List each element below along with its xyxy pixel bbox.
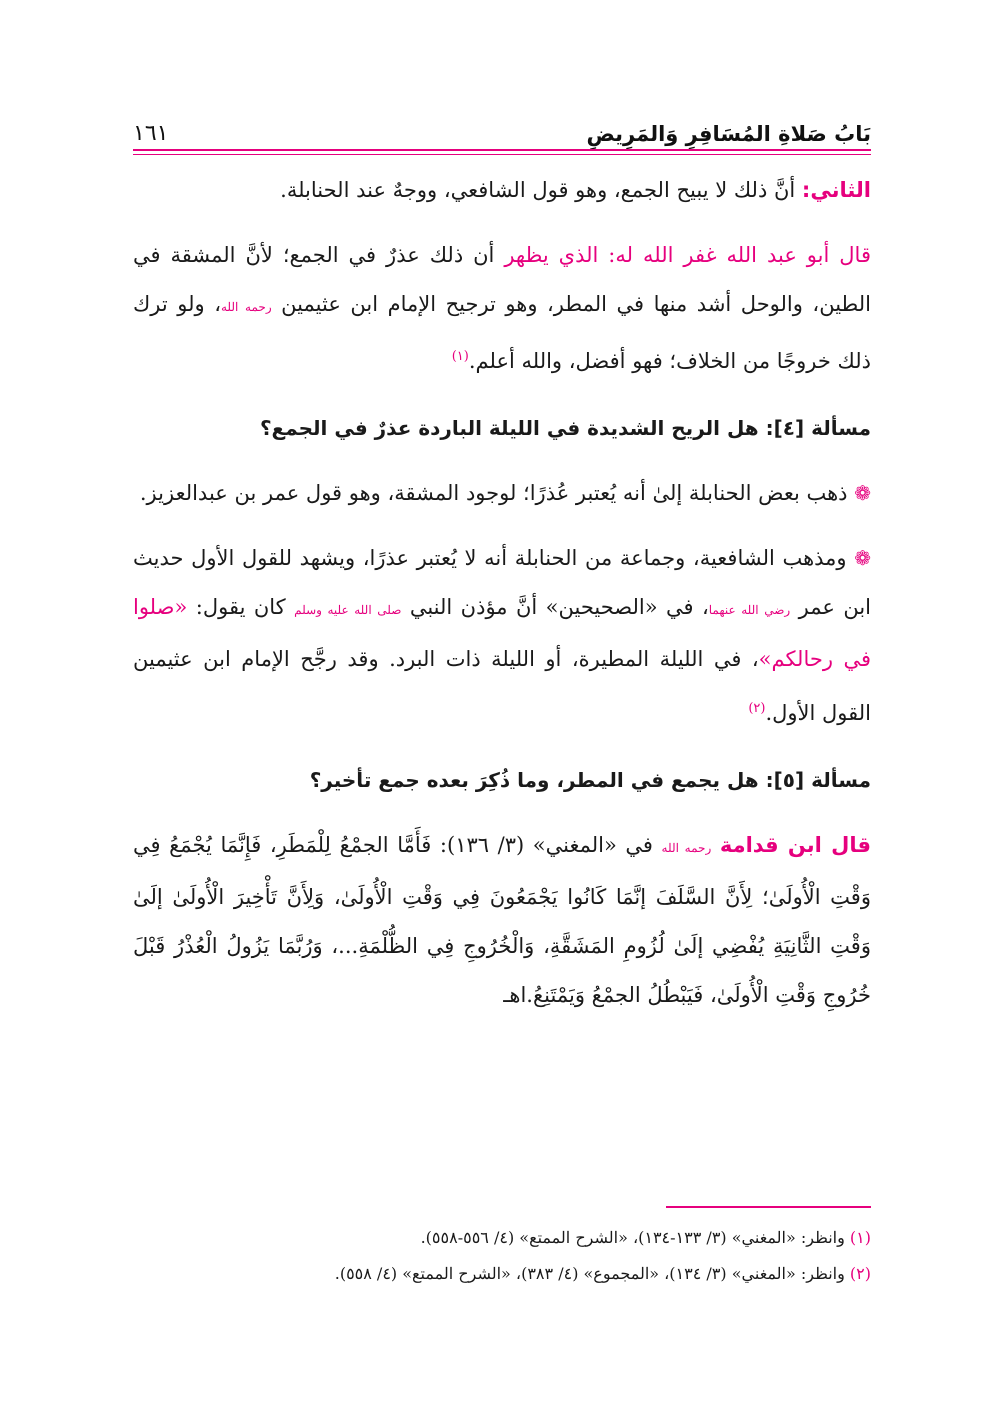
honorific-salla: صلى الله عليه وسلم [294,603,402,617]
flower-ornament-icon: ❁ [854,481,871,505]
paragraph-hanabila-view [133,469,871,518]
page-number: ١٦١ [133,121,169,146]
second-text: أنَّ ذلك لا يبيح الجمع، وهو قول الشافعي، ووجهٌ عند الحنابلة. [280,178,802,202]
hadith-quote: «صلوا في رحالكم» [133,595,872,671]
author-lead: قال أبو عبد الله غفر الله له: الذي يظهر [504,243,871,267]
footnote-ref-1[interactable]: (١) [451,349,469,364]
header-rule-thin [133,154,871,155]
flower-ornament-icon: ❁ [854,546,871,570]
footnote-number: (١) [849,1228,871,1247]
author-text-b: ، ولو ترك ذلك خروجًا من الخلاف؛ فهو أفضل، والله أعلم. [133,292,871,373]
footnote-ref-2[interactable]: (٢) [748,701,766,716]
honorific-radiallahu: رضي الله عنهما [708,603,791,617]
honorific-rahimahullah: رحمه الله [661,841,712,855]
paragraph-shafiiyya-view [133,534,871,738]
ibn-qudama-label: قال ابن قدامة [719,833,871,857]
paragraph-second-opinion [133,166,871,215]
honorific-rahimahullah: رحمه الله [220,300,272,314]
page-header [133,108,871,146]
author-text-a: أن ذلك عذرٌ في الجمع؛ لأنَّ المشقة في الطين، والوحل أشد منها في المطر، وهو ترجيح الإمام ابن عثيمين [133,243,871,316]
paragraph-author-opinion [133,231,871,386]
paragraph-ibn-qudama [133,821,871,1020]
shafiiyya-text-d: ، في الليلة المطيرة، أو الليلة ذات البرد. وقد رجَّح الإمام ابن عثيمين القول الأول. [133,647,871,725]
footnote-2 [133,1256,871,1292]
page-body [133,166,871,1020]
chapter-title: بَابُ صَلاةِ المُسَافِرِ وَالمَرِيضِ [586,122,871,146]
header-rule-thick [133,149,871,151]
footnote-text: وانظر: «المغني» (٣/ ١٣٤)، «المجموع» (٤/ ٣٨٣)، «الشرح الممتع» (٤/ ٥٥٨). [334,1264,850,1283]
shafiiyya-text-b: ، في «الصحيحين» أنَّ مؤذن النبي [401,595,709,619]
footnote-separator [666,1206,871,1208]
footnote-1 [133,1220,871,1256]
footnotes [133,1220,871,1292]
shafiiyya-text-a: ومذهب الشافعية، وجماعة من الحنابلة أنه لا يُعتبر عذرًا، ويشهد للقول الأول حديث ابن عمر [133,546,871,619]
second-label: الثاني: [801,178,871,202]
question-5-heading: مسألة [٥]: هل يجمع في المطر، وما ذُكِرَ بعده جمع تأخير؟ [309,768,871,792]
ibn-qudama-text: في «المغني» (٣/ ١٣٦): فَأَمَّا الجمْعُ لِلْمَطَرِ، فَإِنَّمَا يُجْمَعُ فِي وَقْتِ الْأُولَىٰ؛ لِأَنَّ السَّلَفَ إنَّمَا كَانُوا يَجْمَعُونَ فِي وَقْتِ الْأُولَىٰ، وَلِأَنَّ تَأْخِيرَ الْأُولَىٰ إلَىٰ وَقْتِ الثَّانِيَةِ يُفْضِي إلَىٰ لُزُومِ المَشَقَّةِ، وَالْخُرُوجِ فِي الظُّلْمَةِ...، وَرُبَّمَا يَزُولُ الْعُذْرُ قَبْلَ خُرُوجِ وَقْتِ الْأُولَىٰ، فَيَبْطُلُ الجمْعُ وَيَمْتَنِعُ.اهـ [133,833,871,1007]
footnote-text: وانظر: «المغني» (٣/ ١٣٣-١٣٤)، «الشرح الممتع» (٤/ ٥٥٦-٥٥٨). [420,1228,850,1247]
hanabila-text: ذهب بعض الحنابلة إلىٰ أنه يُعتبر عُذرًا؛ لوجود المشقة، وهو قول عمر بن عبدالعزيز. [139,481,848,505]
question-4-heading: مسألة [٤]: هل الريح الشديدة في الليلة الباردة عذرٌ في الجمع؟ [259,416,871,440]
shafiiyya-text-c: كان يقول: [195,595,295,619]
footnote-number: (٢) [849,1264,871,1283]
